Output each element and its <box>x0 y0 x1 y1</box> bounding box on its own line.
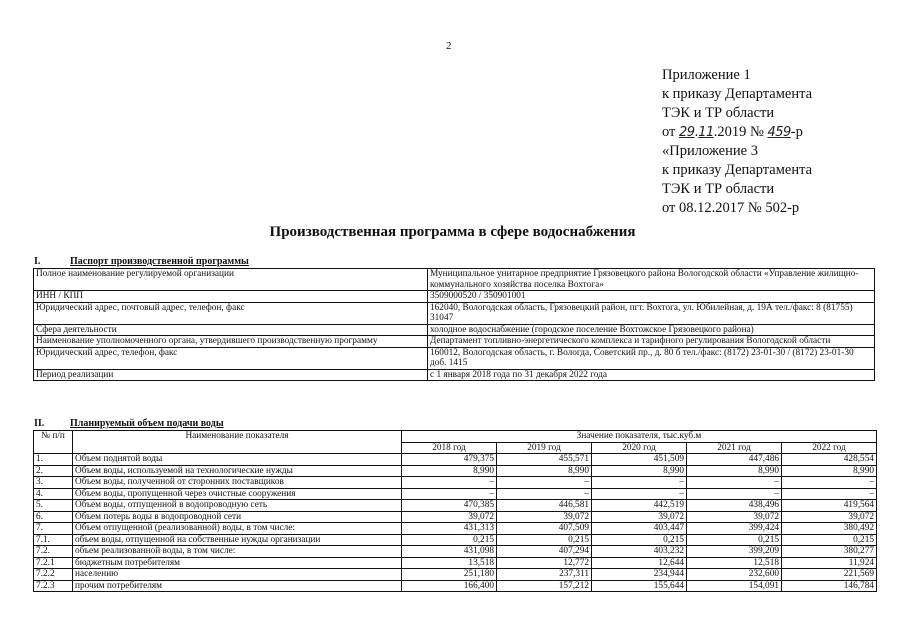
value-cell: 407,509 <box>497 523 592 535</box>
row-number: 4. <box>34 488 73 500</box>
value-cell: 232,600 <box>687 569 782 581</box>
table-row <box>34 569 877 581</box>
passport-value: 162040, Вологодская область, Грязовецкий район, пгт. Вохтога, ул. Юбилейная, д. 19А тел./факс: 8 (81755) 31047 <box>428 302 875 324</box>
appendix-line: к приказу Департамента <box>662 86 813 102</box>
row-number: 1. <box>34 454 73 466</box>
value-cell: 166,400 <box>402 580 497 592</box>
value-cell: 39,072 <box>402 511 497 523</box>
year-header: 2022 год <box>782 442 877 454</box>
value-cell: – <box>687 488 782 500</box>
value-cell: 419,564 <box>782 500 877 512</box>
passport-label: Юридический адрес, почтовый адрес, телефон, факс <box>34 302 428 324</box>
value-cell: 13,518 <box>402 557 497 569</box>
value-cell: – <box>687 477 782 489</box>
value-cell: 237,311 <box>497 569 592 581</box>
section-name: Планируемый объем подачи воды <box>70 418 224 429</box>
table-row <box>34 477 877 489</box>
value-cell: – <box>782 488 877 500</box>
page-number: 2 <box>446 40 452 52</box>
passport-row <box>34 369 875 381</box>
passport-row <box>34 269 875 291</box>
passport-value: холодное водоснабжение (городское поселение Вохтожское Грязовецкого района) <box>428 324 875 336</box>
row-number: 3. <box>34 477 73 489</box>
table-row <box>34 465 877 477</box>
value-cell: 470,385 <box>402 500 497 512</box>
value-cell: 11,924 <box>782 557 877 569</box>
value-cell: 221,569 <box>782 569 877 581</box>
appendix-line: Приложение 1 <box>662 67 751 83</box>
value-cell: 451,509 <box>592 454 687 466</box>
passport-row <box>34 336 875 348</box>
indicator-name: Объем потерь воды в водопроводной сети <box>73 511 402 523</box>
row-number: 7.2. <box>34 546 73 558</box>
appendix-block <box>662 66 812 218</box>
value-cell: – <box>592 477 687 489</box>
section-1-heading <box>34 256 249 267</box>
table-row <box>34 557 877 569</box>
value-cell: 407,294 <box>497 546 592 558</box>
handwritten-month: 11 <box>698 125 714 140</box>
water-volume-table <box>33 430 877 592</box>
value-cell: – <box>497 477 592 489</box>
value-cell: 154,091 <box>687 580 782 592</box>
indicator-name: Объем поднятой воды <box>73 454 402 466</box>
year-header: 2018 год <box>402 442 497 454</box>
row-number: 7. <box>34 523 73 535</box>
passport-value: с 1 января 2018 года по 31 декабря 2022 года <box>428 369 875 381</box>
value-cell: 380,492 <box>782 523 877 535</box>
appendix-line: к приказу Департамента <box>662 162 813 178</box>
row-number: 2. <box>34 465 73 477</box>
value-cell: 442,519 <box>592 500 687 512</box>
passport-label: Период реализации <box>34 369 428 381</box>
value-cell: 0,215 <box>592 534 687 546</box>
value-cell: 8,990 <box>782 465 877 477</box>
indicator-name: Объем воды, пропущенной через очистные сооружения <box>73 488 402 500</box>
value-cell: 455,571 <box>497 454 592 466</box>
table-row <box>34 534 877 546</box>
indicator-name: Объем воды, отпущенной в водопроводную сеть <box>73 500 402 512</box>
table-row <box>34 546 877 558</box>
passport-label: Сфера деятельности <box>34 324 428 336</box>
value-cell: 403,232 <box>592 546 687 558</box>
header-name: Наименование показателя <box>73 431 402 454</box>
value-cell: 0,215 <box>782 534 877 546</box>
value-cell: 157,212 <box>497 580 592 592</box>
value-cell: 39,072 <box>497 511 592 523</box>
order-year: .2019 № <box>713 124 764 140</box>
table-row <box>34 454 877 466</box>
value-cell: – <box>592 488 687 500</box>
appendix-line: от 08.12.2017 № 502-р <box>662 200 800 216</box>
order-suffix: -р <box>790 124 803 140</box>
passport-value: Департамент топливно-энергетического комплекса и тарифного регулирования Вологодской области <box>428 336 875 348</box>
order-prefix: от <box>662 124 676 140</box>
value-cell: 39,072 <box>687 511 782 523</box>
value-cell: – <box>782 477 877 489</box>
value-cell: 428,554 <box>782 454 877 466</box>
passport-row <box>34 324 875 336</box>
passport-label: Полное наименование регулируемой организации <box>34 269 428 291</box>
table-row <box>34 511 877 523</box>
handwritten-number: 459 <box>767 125 791 140</box>
order-date-line: от 29.11.2019 № 459-р <box>662 124 803 140</box>
section-number: I. <box>34 256 41 267</box>
passport-label: Наименование уполномоченного органа, утвердившего производственную программу <box>34 336 428 348</box>
value-cell: – <box>497 488 592 500</box>
row-number: 7.2.1 <box>34 557 73 569</box>
value-cell: 39,072 <box>592 511 687 523</box>
handwritten-day: 29 <box>679 125 695 140</box>
value-cell: – <box>402 477 497 489</box>
row-number: 5. <box>34 500 73 512</box>
row-number: 7.2.3 <box>34 580 73 592</box>
section-2-heading <box>34 418 224 429</box>
value-cell: 0,215 <box>402 534 497 546</box>
row-number: 7.2.2 <box>34 569 73 581</box>
value-cell: 380,277 <box>782 546 877 558</box>
passport-value: Муниципальное унитарное предприятие Грязовецкого района Вологодской области «Управление жилищно-коммунального хозяйства поселка Вохтога» <box>428 269 875 291</box>
value-cell: 234,944 <box>592 569 687 581</box>
passport-row <box>34 347 875 369</box>
indicator-name: бюджетным потребителям <box>73 557 402 569</box>
row-number: 6. <box>34 511 73 523</box>
appendix-line: ТЭК и ТР области <box>662 181 775 197</box>
appendix-line: ТЭК и ТР области <box>662 105 775 121</box>
row-number: 7.1. <box>34 534 73 546</box>
value-cell: 8,990 <box>402 465 497 477</box>
header-value: Значение показателя, тыс.куб.м <box>402 431 877 443</box>
value-cell: 479,375 <box>402 454 497 466</box>
indicator-name: объем воды, отпущенной на собственные нужды организации <box>73 534 402 546</box>
value-cell: 12,518 <box>687 557 782 569</box>
passport-row <box>34 291 875 303</box>
value-cell: 447,486 <box>687 454 782 466</box>
value-cell: 8,990 <box>497 465 592 477</box>
passport-label: ИНН / КПП <box>34 291 428 303</box>
indicator-name: Объем воды, полученной от сторонних поставщиков <box>73 477 402 489</box>
section-number: II. <box>34 418 45 429</box>
value-cell: 438,496 <box>687 500 782 512</box>
value-cell: – <box>402 488 497 500</box>
passport-row <box>34 302 875 324</box>
value-cell: 251,180 <box>402 569 497 581</box>
value-cell: 12,644 <box>592 557 687 569</box>
value-cell: 146,784 <box>782 580 877 592</box>
year-header: 2020 год <box>592 442 687 454</box>
value-cell: 12,772 <box>497 557 592 569</box>
value-cell: 0,215 <box>687 534 782 546</box>
indicator-name: прочим потребителям <box>73 580 402 592</box>
indicator-name: Объем отпущенной (реализованной) воды, в том числе: <box>73 523 402 535</box>
year-header: 2019 год <box>497 442 592 454</box>
passport-table <box>33 268 875 381</box>
value-cell: 0,215 <box>497 534 592 546</box>
value-cell: 8,990 <box>592 465 687 477</box>
section-name: Паспорт производственной программы <box>70 256 249 267</box>
value-cell: 8,990 <box>687 465 782 477</box>
indicator-name: населению <box>73 569 402 581</box>
value-cell: 399,424 <box>687 523 782 535</box>
indicator-name: объем реализованной воды, в том числе: <box>73 546 402 558</box>
table-row <box>34 523 877 535</box>
value-cell: 403,447 <box>592 523 687 535</box>
value-cell: 399,209 <box>687 546 782 558</box>
passport-label: Юридический адрес, телефон, факс <box>34 347 428 369</box>
indicator-name: Объем воды, используемой на технологические нужды <box>73 465 402 477</box>
value-cell: 431,313 <box>402 523 497 535</box>
value-cell: 155,644 <box>592 580 687 592</box>
table-row <box>34 488 877 500</box>
year-header: 2021 год <box>687 442 782 454</box>
value-cell: 431,098 <box>402 546 497 558</box>
appendix-line: «Приложение 3 <box>662 143 758 159</box>
value-cell: 39,072 <box>782 511 877 523</box>
passport-value: 3509000520 / 350901001 <box>428 291 875 303</box>
passport-value: 160012, Вологодская область, г. Вологда, Советский пр., д. 80 б тел./факс: (8172) 23-01-30 / (8172) 23-01-30 доб. 1415 <box>428 347 875 369</box>
document-title: Производственная программа в сфере водоснабжения <box>269 224 636 240</box>
table-row <box>34 580 877 592</box>
table-row <box>34 500 877 512</box>
header-num: № п/п <box>34 431 73 454</box>
value-cell: 446,581 <box>497 500 592 512</box>
